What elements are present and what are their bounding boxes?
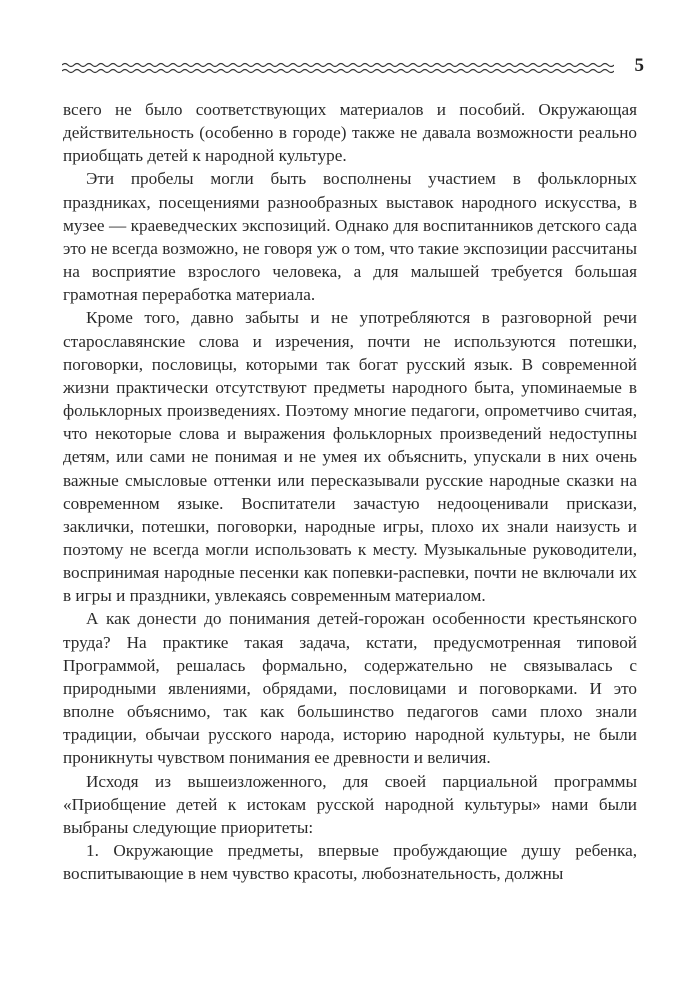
body-text: [63, 98, 637, 885]
paragraph: Исходя из вышеизложенного, для своей парциальной программы «Приобщение детей к истокам русской народной культуры» нами были выбраны следующие приоритеты:: [63, 771, 637, 837]
wave-rule-icon: [62, 62, 614, 76]
paragraph: 1. Окружающие предметы, впервые пробуждающие душу ребенка, воспитывающие в нем чувство красоты, любознательность, должны: [63, 841, 637, 884]
paragraph: Эти пробелы могли быть восполнены участием в фольклорных праздниках, посещениями разнообразных выставок народного искусства, в музее — краеведческих экспозиций. Однако для воспитанников детского сада это не всегда возможно, не говоря уж о том, что такие экспозиции рассчитаны на восприятие взрослого человека, а для малышей требуется большая грамотная переработка материала.: [63, 169, 637, 305]
paragraph: Кроме того, давно забыты и не употребляются в разговорной речи старославянские слова и изречения, почти не используются потешки, поговорки, пословицы, которыми так богат русский язык. В современной жизни практически отсутствуют предметы народного быта, упоминаемые в фольклорных произведениях. Поэтому многие педагоги, опрометчиво считая, что некоторые слова и выражения фольклорных произведений недоступны детям, или сами не понимая и не умея их объяснить, упускали в них очень важные смысловые оттенки или пересказывали русские народные сказки на современном языке. Воспитатели зачастую недооценивали прискази, заклички, потешки, поговорки, народные игры, плохо их знали наизусть и поэтому не всегда могли использовать к месту. Музыкальные руководители, воспринимая народные песенки как попевки-распевки, почти не включали их в игры и праздники, увлекаясь современным материалом.: [63, 308, 637, 606]
page-number: 5: [634, 55, 644, 76]
paragraph: всего не было соответствующих материалов и пособий. Окружающая действительность (особенно в городе) также не давала возможности реально приобщать детей к народной культуре.: [63, 100, 637, 166]
page-header: [62, 55, 644, 84]
paragraph: А как донести до понимания детей-горожан особенности крестьянского труда? На практике такая задача, кстати, предусмотренная типовой Программой, решалась формально, содержательно не связывалась с природными явлениями, обрядами, пословицами и поговорками. И это вполне объяснимо, так как большинство педагогов сами плохо знали традиции, обычаи русского народа, историю народной культуры, не были проникнуты чувством понимания ее древности и величия.: [63, 609, 637, 768]
